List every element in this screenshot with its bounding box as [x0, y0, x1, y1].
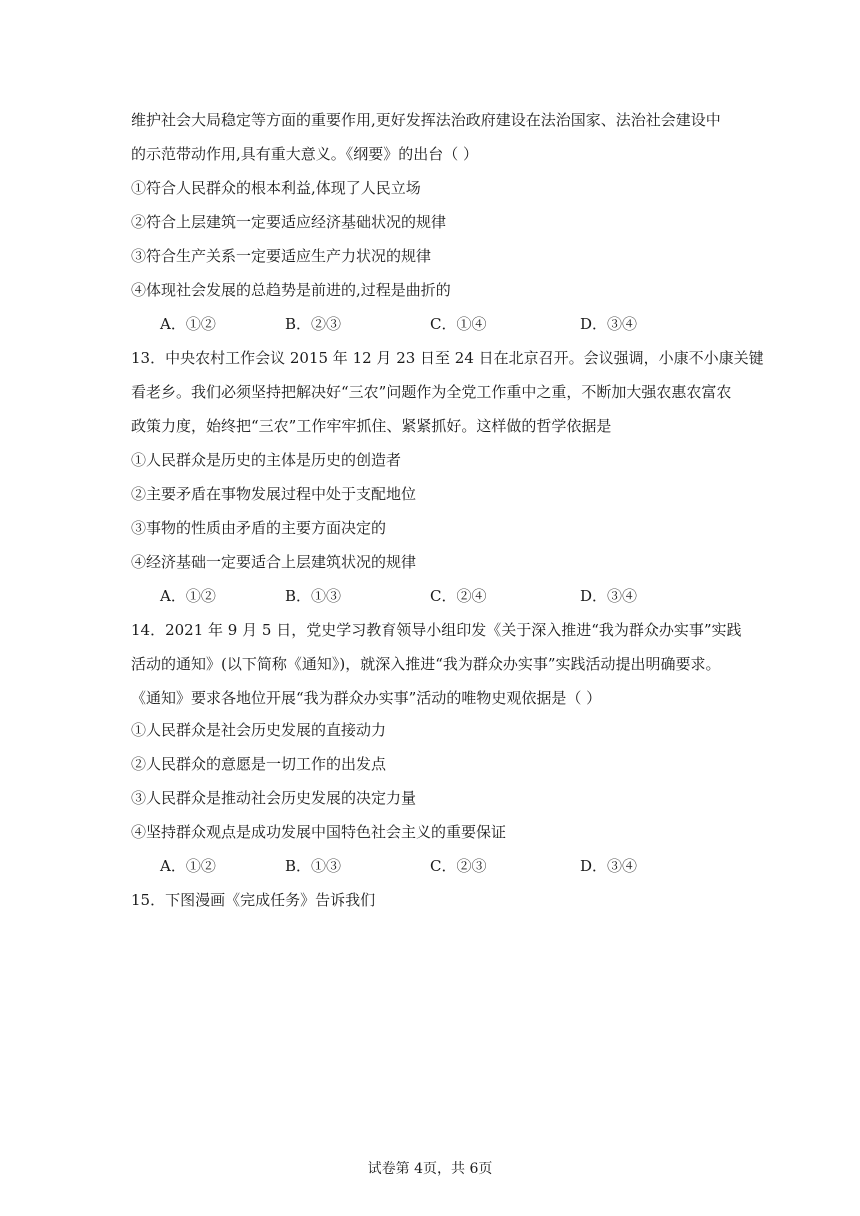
q14-text-line-3: 《通知》要求各地位开展“我为群众办实事”活动的唯物史观依据是（ ） [131, 689, 602, 707]
q12-statement-2: ②符合上层建筑一定要适应经济基础状况的规律 [131, 213, 447, 231]
q13-option-d: D．③④ [580, 587, 638, 605]
q14-option-c: C．②③ [430, 857, 487, 875]
q15-text-line-1: 15．下图漫画《完成任务》告诉我们 [131, 891, 376, 909]
q13-text-line-3: 政策力度，始终把“三农”工作牢牢抓住、紧紧抓好。这样做的哲学依据是 [131, 417, 612, 435]
q13-statement-4: ④经济基础一定要适合上层建筑状况的规律 [131, 553, 417, 571]
q12-options [160, 314, 720, 334]
q12-statement-4: ④体现社会发展的总趋势是前进的,过程是曲折的 [131, 281, 451, 299]
q14-statement-3: ③人民群众是推动社会历史发展的决定力量 [131, 789, 417, 807]
q13-option-c: C．②④ [430, 587, 487, 605]
q13-option-a: A．①② [160, 587, 216, 605]
q13-statement-2: ②主要矛盾在事物发展过程中处于支配地位 [131, 485, 417, 503]
q12-option-c: C．①④ [430, 315, 487, 333]
q14-statement-1: ①人民群众是社会历史发展的直接动力 [131, 721, 387, 739]
q12-option-a: A．①② [160, 315, 216, 333]
q13-option-b: B．①③ [285, 587, 342, 605]
q14-option-d: D．③④ [580, 857, 638, 875]
q13-options [160, 586, 720, 606]
q14-text-line-1: 14．2021 年 9 月 5 日，党史学习教育领导小组印发《关于深入推进“我为群众办实事”实践 [131, 621, 742, 639]
q12-option-b: B．②③ [285, 315, 342, 333]
q12-statement-3: ③符合生产关系一定要适应生产力状况的规律 [131, 247, 432, 265]
q14-option-a: A．①② [160, 857, 216, 875]
q13-statement-1: ①人民群众是历史的主体是历史的创造者 [131, 451, 402, 469]
q13-statement-3: ③事物的性质由矛盾的主要方面决定的 [131, 519, 387, 537]
q14-statement-2: ②人民群众的意愿是一切工作的出发点 [131, 755, 387, 773]
q12-statement-1: ①符合人民群众的根本利益,体现了人民立场 [131, 179, 421, 197]
q13-text-line-2: 看老乡。我们必须坚持把解决好“三农”问题作为全党工作重中之重，不断加大强农惠农富农 [131, 383, 732, 401]
q12-text-line-1: 维护社会大局稳定等方面的重要作用,更好发挥法治政府建设在法治国家、法治社会建设中 [131, 111, 721, 129]
q13-text-line-1: 13．中央农村工作会议 2015 年 12 月 23 日至 24 日在北京召开。会议强调，小康不小康关键 [131, 349, 764, 367]
q12-text-line-2: 的示范带动作用,具有重大意义。《纲要》的出台（ ） [131, 145, 479, 163]
q14-options [160, 856, 720, 876]
q14-text-line-2: 活动的通知》(以下简称《通知》)，就深入推进“我为群众办实事”实践活动提出明确要求。 [131, 655, 721, 673]
q12-option-d: D．③④ [580, 315, 638, 333]
q14-statement-4: ④坚持群众观点是成功发展中国特色社会主义的重要保证 [131, 823, 507, 841]
q14-option-b: B．①③ [285, 857, 342, 875]
page-footer: 试卷第 4页，共 6页 [367, 1161, 493, 1177]
